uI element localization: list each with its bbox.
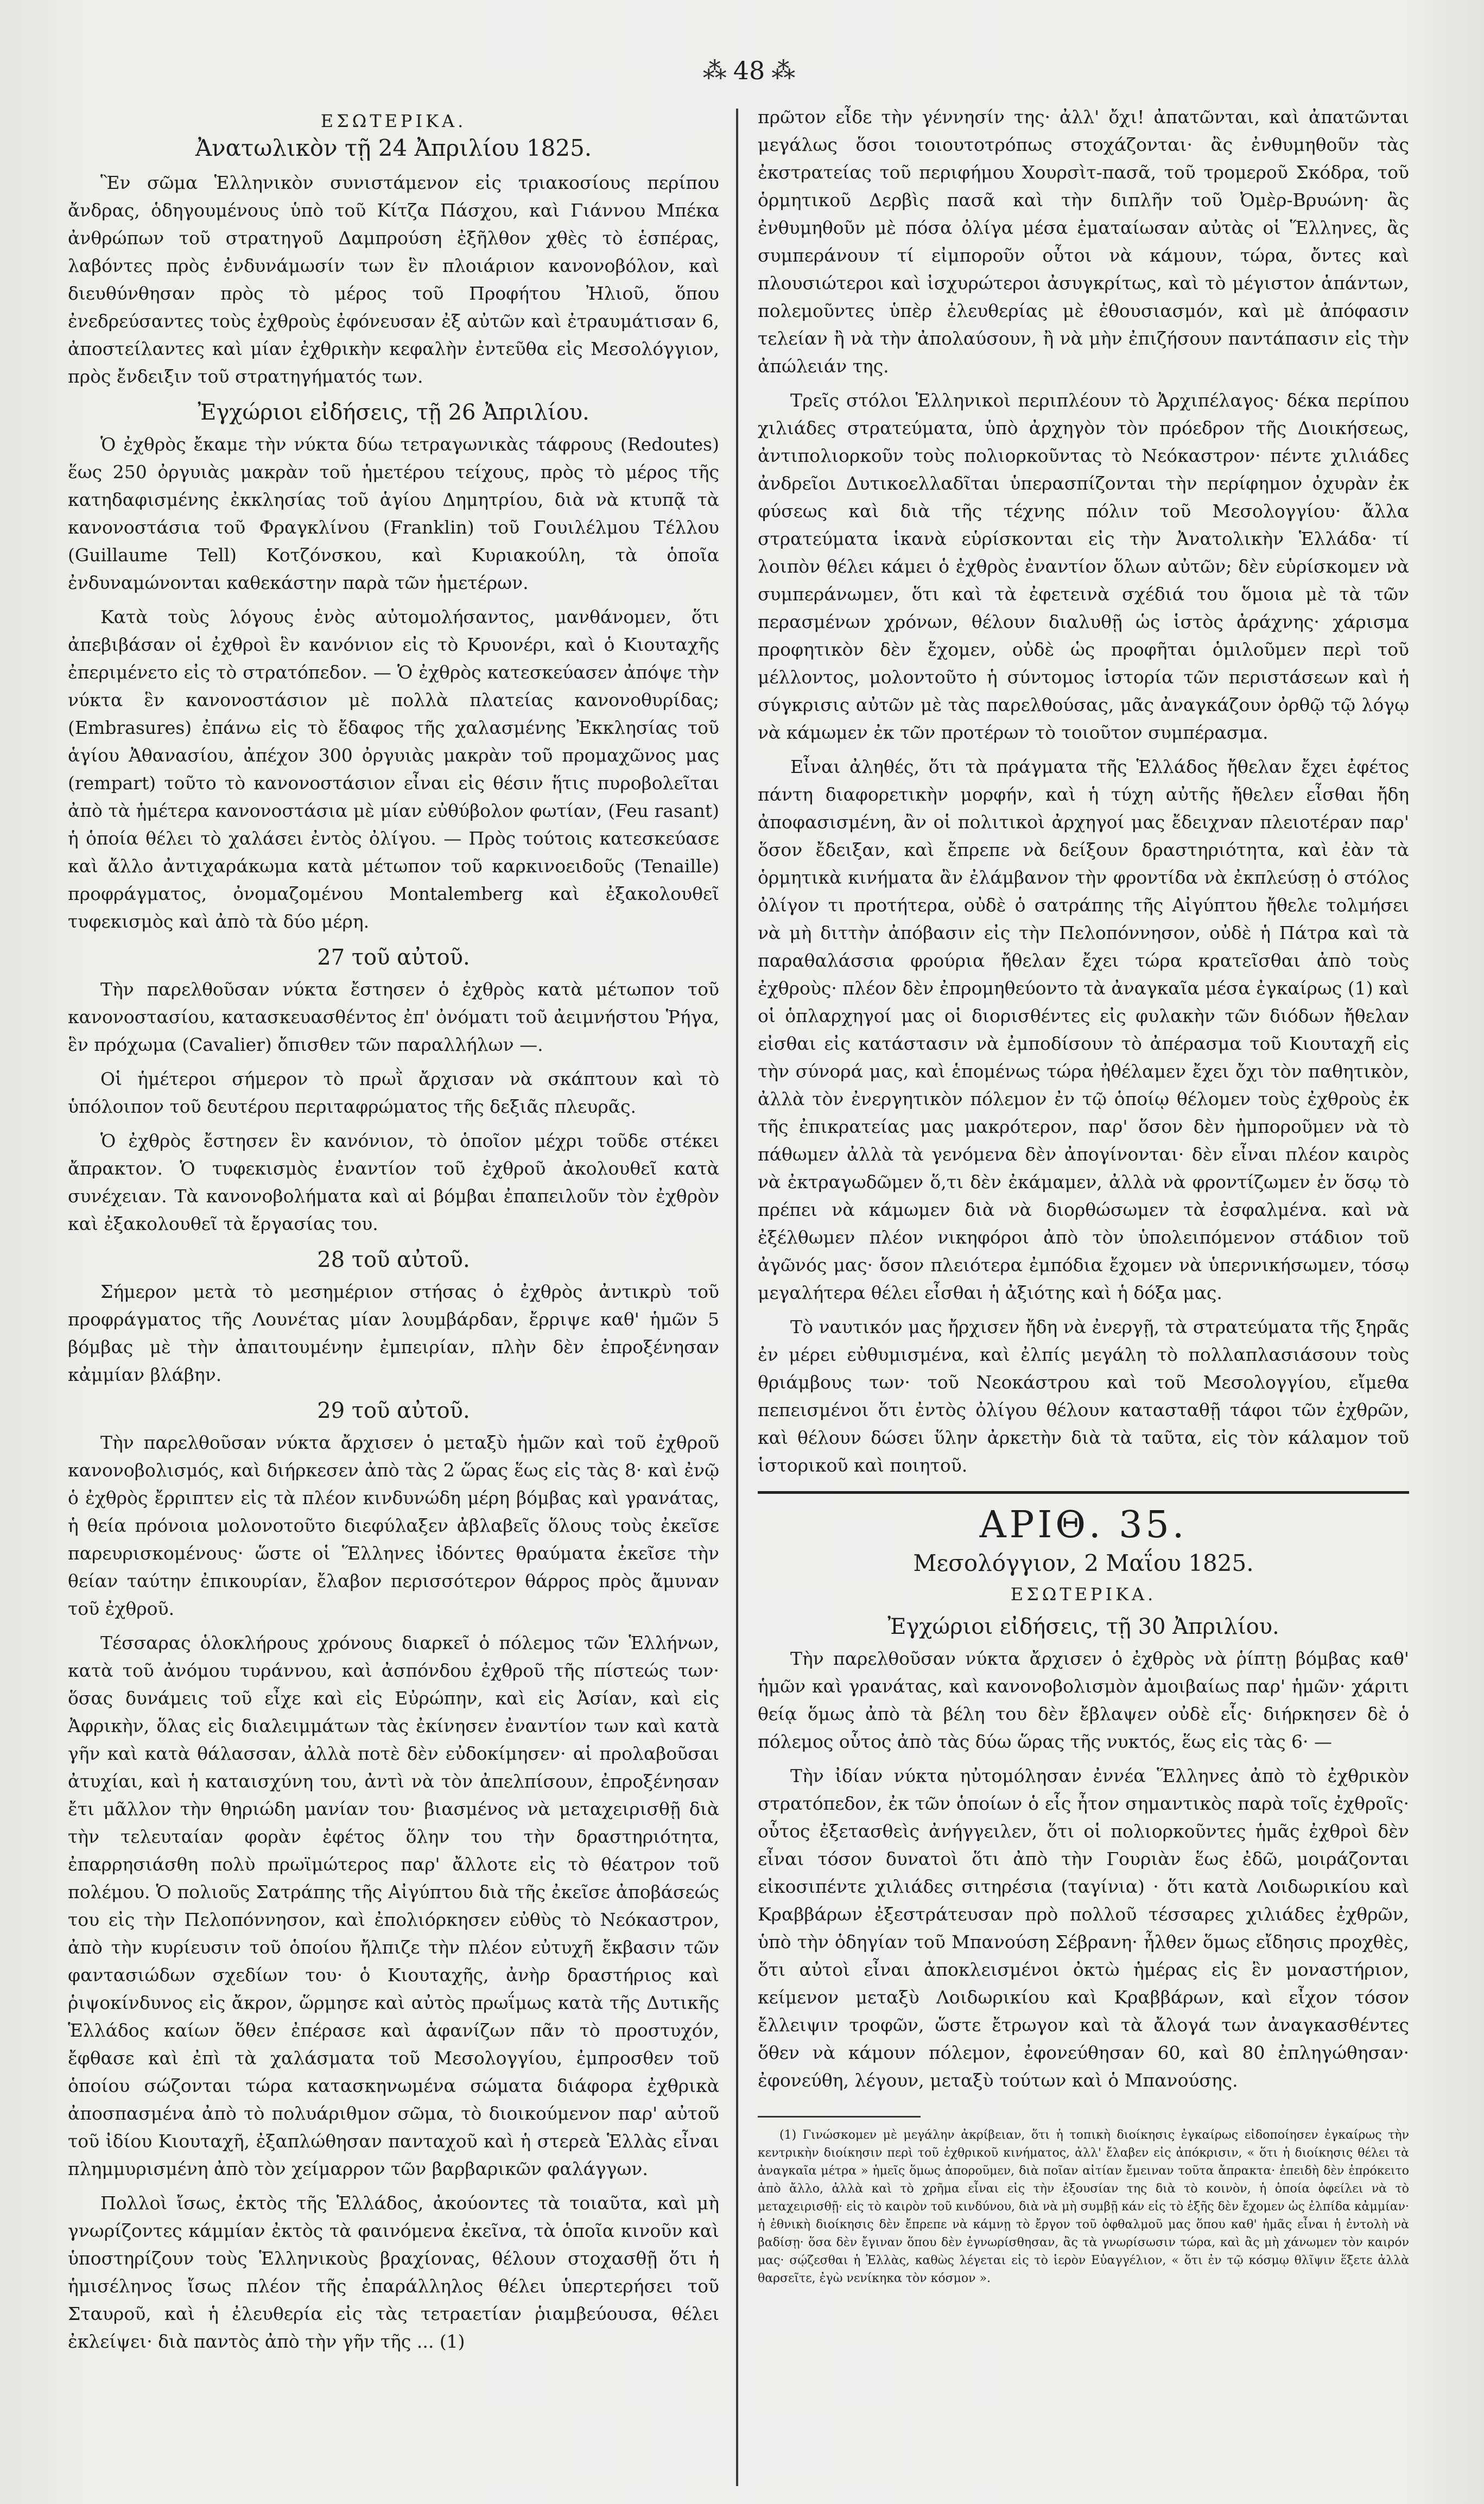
article-paragraph: Ἓν σῶμα Ἑλληνικὸν συνιστάμενον εἰς τριακοσίους περίπου ἄνδρας, ὁδηγουμένους ὑπὸ τοῦ Κίτζα Πάσχου, καὶ Γιάννου Μπέκα ἀνθρώπων τοῦ στρατηγοῦ Δαμπρούση ἐξῆλθον χθὲς τὸ ἑσπέρας, λαβόντες πρὸς ἐνδυνάμωσίν των ἓν πλοιάριον κανονοβόλον, καὶ διευθύνθησαν πρὸς τὸ μέρος τοῦ Προφήτου Ἠλιοῦ, ὅπου ἐνεδρεύσαντες τοὺς ἐχθροὺς ἐφόνευσαν ἐξ αὐτῶν καὶ ἐτραυμάτισαν 6, ἀποστείλαντες καὶ μίαν ἐχθρικὴν κεφαλὴν ἐντεῦθα εἰς Μεσολόγγιον, πρὸς ἔνδειξιν τοῦ στρατηγήματός των.	[68, 172, 719, 387]
news-subheading: 27 τοῦ αὐτοῦ.	[317, 945, 470, 970]
article-paragraph: Τὴν παρελθοῦσαν νύκτα ἄρχισεν ὁ μεταξὺ ἡμῶν καὶ τοῦ ἐχθροῦ κανονοβολισμός, καὶ διήρκεσεν ἀπὸ τὰς 2 ὥρας ἕως εἰς τὰς 8· καὶ ἐνῷ ὁ ἐχθρὸς ἔρριπτεν εἰς τὰ πλέον κινδυνώδη μέρη βόμβας καὶ γρανάτας, ἡ θεία πρόνοια μολονοτοῦτο διεφύλαξεν ἀβλαβεῖς ὅλους τοὺς ἐκεῖσε παρευρισκομένους· ὥστε οἱ Ἕλληνες ἰδόντες θραύματα ἐκεῖσε τὴν θείαν ταύτην ἐπικουρίαν, ἔλαβον περισσότερον θάρρος πρὸς ἄμυναν τοῦ ἐχθροῦ.	[68, 1432, 719, 1619]
issue-number-title: ΑΡΙΘ. 35.	[979, 1504, 1188, 1546]
ornament-right-icon: ⁂	[771, 56, 796, 85]
ornament-left-icon: ⁂	[702, 56, 727, 85]
article-paragraph: Ὁ ἐχθρὸς ἔστησεν ἓν κανόνιον, τὸ ὁποῖον μέχρι τοῦδε στέκει ἄπρακτον. Ὁ τυφεκισμὸς ἐναντίον τοῦ ἐχθροῦ ἀκολουθεῖ κατὰ συνέχειαν. Τὰ κανονοβολήματα καὶ αἱ βόμβαι ἐπαπειλοῦν τὸν ἐχθρὸν καὶ ἐξακολουθεῖ τὰ ἔργασίας του.	[68, 1130, 719, 1234]
article-paragraph: πρῶτον εἶδε τὴν γέννησίν της· ἀλλ' ὄχι! ἀπατῶνται, καὶ ἀπατῶνται μεγάλως ὅσοι τοιουτοτρόπως στοχάζονται· ἂς ἐνθυμηθοῦν τὰς ἐκστρατείας τοῦ περιφήμου Χουρσὶτ-πασᾶ, τοῦ τρομεροῦ Σκόδρα, τοῦ ὁρμητικοῦ Δερβὶς πασᾶ καὶ τὴν διπλῆν τοῦ Ὀμὲρ-Βρυώνη· ἂς ἐνθυμηθοῦν μὲ πόσα ὀλίγα μέσα ἐματαίωσαν αὐτὰς οἱ Ἕλληνες, ἂς συμπεράνουν τί εἰμποροῦν οὗτοι νὰ κάμουν, τώρα, ὄντες καὶ πλουσιώτεροι καὶ ἰσχυρώτεροι ἀσυγκρίτως, καὶ τὸ μέγιστον ἁπάντων, πολεμοῦντες ὑπὲρ ἐλευθερίας μὲ ἐθουσιασμόν, καὶ μὲ ἀπόφασιν τελείαν ἢ νὰ τὴν ἀπολαύσουν, ἢ νὰ μὴν ἐπιζήσουν παντάπασιν εἰς τὴν ἀπώλειάν της.	[758, 106, 1409, 377]
article-paragraph: Τὴν παρελθοῦσαν νύκτα ἔστησεν ὁ ἐχθρὸς κατὰ μέτωπον τοῦ κανονοστασίου, κατασκευασθέντος ἐπ' ὀνόματι τοῦ ἀειμνήστου Ῥήγα, ἓν πρόχωμα (Cavalier) ὄπισθεν τῶν παραλλήλων —.	[68, 979, 719, 1055]
section-title: ΕΣΩΤΕΡΙΚΑ.	[320, 111, 467, 131]
article-paragraph: Σήμερον μετὰ τὸ μεσημέριον στήσας ὁ ἐχθρὸς ἀντικρὺ τοῦ προφράγματος τῆς Λουνέτας μίαν λουμβάρδαν, ἔρριψε καθ' ἡμῶν 5 βόμβας μὲ τὴν ἀπαιτουμένην ἐμπειρίαν, πλὴν δὲν ἐπροξένησαν κἀμμίαν βλάβην.	[68, 1281, 719, 1385]
right-column	[758, 103, 1409, 2287]
article-paragraph: Εἶναι ἀληθές, ὅτι τὰ πράγματα τῆς Ἑλλάδος ἤθελαν ἔχει ἐφέτος πάντη διαφορετικὴν μορφήν, καὶ ἡ τύχη αὐτῆς ἤθελεν εἶσθαι ἤδη ἀποφασισμένη, ἂν οἱ πολιτικοὶ ἀρχηγοί μας ἔδειχναν πλειοτέραν παρ' ὅσον ἔδειξαν, καὶ ἔπρεπε νὰ δείξουν δραστηριότητα, καὶ ἐὰν τὰ ὁρμητικὰ κινήματα ἂν ἐλάμβανον τὴν φροντίδα νὰ ἐκπλεύσῃ ὁ στόλος ὀλίγον τι προτήτερα, οὐδὲ ὁ σατράπης τῆς Αἰγύπτου ἤθελε τολμήσει νὰ μὴ διττὴν ἀπόβασιν εἰς τὴν Πελοπόννησον, οὐδὲ ἡ Πάτρα καὶ τὰ παραθαλάσσια φρούρια ἤθελαν ἔχει τώρα κρατεῖσθαι ἀπὸ τοὺς ἐχθροὺς· πλέον δὲν ἐπρομηθεύοντο τὰ ἀναγκαῖα μέσα ἐγκαίρως (1) καὶ οἱ ὁπλαρχηγοί μας οἱ διορισθέντες εἰς φυλακὴν τῶν διόδων ἤθελαν εἰσθαι εἰς κατάστασιν νὰ ἐμποδίσουν τὸ ἀπέρασμα τοῦ Κιουταχῆ εἰς τὴν σύνορά μας, καὶ ἑπομένως τώρα ἠθέλαμεν ἔχει ὄχι τὸν παθητικὸν, ἀλλὰ τὸν ἐνεργητικὸν πόλεμον ἐν τῷ ὁποίῳ θέλομεν τοὺς ἐχθροὺς ἐκ τῆς ἐπικρατείας μας μακρότερον, παρ' ὅσον δὲν ἠμποροῦμεν νὰ τὸ πάθωμεν ἀλλὰ τὰ γενόμενα δὲν ἀπογίνονται· δὲν εἶναι πλέον καιρὸς νὰ ἐκτραγωδῶμεν ὅ,τι δὲν ἐκάμαμεν, ἀλλὰ νὰ φροντίζωμεν ἐν ὅσῳ τὸ πρέπει νὰ κάμωμεν διὰ νὰ διορθώσωμεν τὰ ἐσφαλμένα. καὶ νὰ ἐξέλθωμεν πλέον νικηφόροι ἀπὸ τὸν ὑπολειπόμενον στάδιον τοῦ ἀγῶνός μας· ὅσον πλειότερα ἐμπόδια ἔχομεν νὰ ὑπερνικήσωμεν, τόσῳ μεγαλήτερα θέλει εἶσθαι ἡ ἀξιότης καὶ ἡ δόξα μας.	[758, 756, 1409, 1303]
left-column	[68, 103, 719, 2362]
article-paragraph: Τὴν ἰδίαν νύκτα ηὐτομόλησαν ἐννέα Ἕλληνες ἀπὸ τὸ ἐχθρικὸν στρατόπεδον, ἐκ τῶν ὁποίων ὁ εἷς ἦτον σημαντικὸς παρὰ τοῖς ἐχθροῖς· οὗτος ἐξετασθεὶς ἀνήγγειλεν, ὅτι οἱ πολιορκοῦντες ἡμᾶς ἐχθροὶ δὲν εἶναι τόσον δυνατοὶ ὅτι ἀπὸ τὴν Γουριὰν ἕως ἐδῶ, μοιράζονται εἰκοσιπέντε χιλιάδες σιτηρέσια (ταγίνια) · ὅτι κατὰ Λοιδωρικίου καὶ Κραββάρων ἐξεστράτευσαν πρὸ πολλοῦ τέσσαρες χιλιάδες ἐχθρῶν, ὑπὸ τὴν ὁδηγίαν τοῦ Μπανούση Σέβρανη· ἦλθεν ὅμως εἴδησις προχθὲς, ὅτι αὐτοὶ εἶναι ἀποκλεισμένοι ὀκτὼ ἡμέρας εἰς ἓν μοναστήριον, κείμενον μεταξὺ Λοιδωρικίου καὶ Κραββάρων, καὶ εἶχον τόσον ἔλλειψιν τροφῶν, ὥστε ἔτρωγον καὶ τὰ ἄλογά των ἀναγκασθέντες ὅθεν νὰ κάμουν πόλεμον, ἐφονεύθησαν 60, καὶ 80 ἐπληγώθησαν· ἐφονεύθη, λέγουν, μεταξὺ τούτων καὶ ὁ Μπανούσης.	[758, 1765, 1409, 2091]
page-number: 48	[733, 56, 765, 85]
news-subheading: Ἐγχώριοι εἰδήσεις, τῇ 26 Ἀπριλίου.	[198, 400, 589, 425]
footnote-rule	[758, 2116, 921, 2118]
section-rule	[758, 1491, 1409, 1494]
column-divider	[736, 109, 738, 2486]
footnote-marker: (1)	[439, 2331, 465, 2352]
article-paragraph: Κατὰ τοὺς λόγους ἑνὸς αὐτομολήσαντος, μανθάνομεν, ὅτι ἀπεβιβάσαν οἱ ἐχθροὶ ἓν κανόνιον εἰς τὸ Κρυονέρι, καὶ ὁ Κιουταχῆς ἐπεριμένετο εἰς τὸ στρατόπεδον. — Ὁ ἐχθρὸς κατεσκεύασεν ἀπόψε τὴν νύκτα ἓν κανονοστάσιον μὲ πολλὰ πλατείας κανονοθυρίδας; (Embrasures) ἐπάνω εἰς τὸ ἔδαφος τῆς χαλασμένης Ἐκκλησίας τοῦ ἁγίου Ἀθανασίου, ἀπέχον 300 ὀργυιὰς μακρὰν τοῦ προμαχῶνος μας (rempart) τοῦτο τὸ κανονοστάσιον εἶναι εἰς θέσιν ἥτις πυροβολεῖται ἀπὸ τὰ ἡμέτερα κανονοστάσια μὲ μίαν εὐθύβολον φωτίαν, (Feu rasant) ἡ ὁποία θέλει τὸ χαλάσει ἐντὸς ὀλίγου. — Πρὸς τούτοις κατεσκεύασε καὶ ἄλλο ἀντιχαράκωμα κατὰ μέτωπον τοῦ καρκινοειδοῦς (Tenaille) προφράγματος, ὀνομαζομένου Montalemberg καὶ ἐξακολουθεῖ τυφεκισμὸς καὶ ἀπὸ τὰ δύο μέρη.	[68, 606, 719, 932]
page-header	[651, 52, 847, 90]
article-paragraph: Οἱ ἡμέτεροι σήμερον τὸ πρωῒ ἄρχισαν νὰ σκάπτουν καὶ τὸ ὑπόλοιπον τοῦ δευτέρου περιταφρώματος τῆς δεξιᾶς πλευρᾶς.	[68, 1068, 719, 1117]
news-subheading: 28 τοῦ αὐτοῦ.	[317, 1247, 470, 1272]
article-paragraph: Τέσσαρας ὁλοκλήρους χρόνους διαρκεῖ ὁ πόλεμος τῶν Ἑλλήνων, κατὰ τοῦ ἀνόμου τυράννου, καὶ ἀσπόνδου ἐχθροῦ τῆς πίστεώς των· ὅσας δυνάμεις τοῦ εἶχε καὶ εἰς Εὐρώπην, καὶ εἰς Ἀσίαν, καὶ εἰς Ἀφρικὴν, ὅλας εἰς διαλειμμάτων τὰς ἐκίνησεν ἐναντίον των καὶ κατὰ γῆν καὶ κατὰ θάλασσαν, ἀλλὰ ποτὲ δὲν εὐδοκίμησεν· αἱ προλαβοῦσαι ἀτυχίαι, καὶ ἡ καταισχύνη του, ἀντὶ νὰ τὸν ἀπελπίσουν, ἐπροξένησαν ἔτι μᾶλλον τὴν θηριώδη μανίαν του· βιασμένος νὰ μεταχειρισθῇ διὰ τὴν τελευταίαν φορὰν ἐφέτος ὅλην του τὴν δραστηριότητα, ἐπαρρησιάσθη πολὺ πρωϊμώτερος παρ' ἄλλοτε εἰς τὸ θέατρον τοῦ πολέμου. Ὁ πολιοῦς Σατράπης τῆς Αἰγύπτου διὰ τῆς ἐκεῖσε ἀποβάσεώς του εἰς τὴν Πελοπόννησον, καὶ ἐπολιόρκησεν εὐθὺς τὸ Νεόκαστρον, ἀπὸ τὴν κυρίευσιν τοῦ ὁποίου ἤλπιζε τὴν πλέον εὐτυχῆ ἔκβασιν τῶν φαντασιώδων σχεδίων του· ὁ Κιουταχῆς, ἀνὴρ δραστήριος καὶ ῥιψοκίνδυνος εἰς ἄκρον, ὥρμησε καὶ αὐτὸς πρωΐμως κατὰ τῆς Δυτικῆς Ἑλλάδος καίων ὅθεν ἐπέρασε καὶ ἀφανίζων πᾶν τὸ προστυχόν, ἔφθασε καὶ ἐπὶ τὰ χαλάσματα τοῦ Μεσολογγίου, ἐμπροσθεν τοῦ ὁποίου σώζονται τώρα κατασκηνωμένα σώματα διάφορα ἐχθρικὰ ἀποσπασμένα ἀπὸ τὸ πολυάριθμον σῶμα, τὸ διοικούμενον παρ' αὐτοῦ τοῦ ἰδίου Κιουταχῆ, ἐξαπλώθησαν πανταχοῦ καὶ ἡ στερεὰ Ἑλλὰς εἶναι πλημμυρισμένη ἀπὸ τὸν χείμαρρον τῶν βαρβαρικῶν φαλάγγων.	[68, 1632, 719, 2179]
article-paragraph: Ὁ ἐχθρὸς ἔκαμε τὴν νύκτα δύω τετραγωνικὰς τάφρους (Redoutes) ἕως 250 ὀργυιὰς μακρὰν τοῦ ἡμετέρου τείχους, πρὸς τὸ μέρος τῆς κατηδαφισμένης ἐκκλησίας τοῦ ἁγίου Δημητρίου, διὰ νὰ κτυπᾷ τὰ κανονοστάσια τοῦ Φραγκλίνου (Franklin) τοῦ Γουιλέλμου Τέλλου (Guillaume Tell) Κοτζόνσκου, καὶ Κυριακούλη, τὰ ὁποῖα ἐνδυναμώνονται καθεκάστην παρὰ τῶν ἡμετέρων.	[68, 434, 719, 593]
news-subheading: 29 τοῦ αὐτοῦ.	[317, 1398, 470, 1423]
article-paragraph: Τρεῖς στόλοι Ἑλληνικοὶ περιπλέουν τὸ Ἀρχιπέλαγος· δέκα περίπου χιλιάδες στρατεύματα, ὑπὸ ἀρχηγὸν τὸν πρόεδρον τῆς Διοικήσεως, ἀντιπολιορκοῦν τοὺς πολιορκοῦντας τὸ Νεόκαστρον· πέντε χιλιάδες ἀνδρεῖοι Δυτικοελλαδῖται ὑπερασπίζονται τὴν περίφημον ὀχυρὰν ἐκ φύσεως καὶ διὰ τῆς τέχνης πόλιν τοῦ Μεσολογγίου· ἄλλα στρατεύματα ἱκανὰ εὑρίσκονται εἰς τὴν Ἀνατολικὴν Ἑλλάδα· τί λοιπὸν θέλει κάμει ὁ ἐχθρὸς ἐναντίον ὅλων αὐτῶν; δὲν εὑρίσκομεν νὰ συμπεράνωμεν, ὅτι καὶ τὰ ἐφετεινὰ σχέδιά του ὅμοια μὲ τὰ τῶν περασμένων χρόνων, θέλουν διαλυθῇ ὡς ἱστὸς ἀράχνης· χάρισμα προφητικὸν δὲν ἔχομεν, οὐδὲ ὡς προφῆται ὁμιλοῦμεν περὶ τοῦ μέλλοντος, μολοντοῦτο ἡ σύντομος ἱστορία τῶν περιστάσεων καὶ ἡ σύγκρισις αὐτῶν μὲ τὰς παρελθούσας, μᾶς ἀναγκάζουν ὀρθῷ τῷ λόγῳ νὰ κάμωμεν ἐκ τῶν προτέρων τὸ τοιοῦτον συμπέρασμα.	[758, 390, 1409, 743]
section-title: ΕΣΩΤΕΡΙΚΑ.	[1010, 1584, 1157, 1605]
news-subheading: Ἐγχώριοι εἰδήσεις, τῇ 30 Ἀπριλίου.	[887, 1614, 1279, 1639]
article-paragraph: Τὸ ναυτικόν μας ἤρχισεν ἤδη νὰ ἐνεργῇ, τὰ στρατεύματα τῆς ξηρᾶς ἐν μέρει εὐθυμισμένα, καὶ ἐλπίς μεγάλη τὸ πολλαπλασιάσουν τοὺς θριάμβους των· τοῦ Νεοκάστρου καὶ τοῦ Μεσολογγίου, εἴμεθα πεπεισμένοι ὅτι ἐντὸς ὀλίγου θέλουν κατασταθῇ τάφοι τῶν ἐχθρῶν, καὶ θέλουν δώσει ὕλην ἀρκετὴν διὰ τὰ ταῦτα, εἰς τὸν κάλαμον τοῦ ἱστορικοῦ καὶ ποιητοῦ.	[758, 1316, 1409, 1476]
dateline: Ἀνατωλικὸν τῇ 24 Ἀπριλίου 1825.	[195, 135, 592, 161]
article-paragraph: Τὴν παρελθοῦσαν νύκτα ἄρχισεν ὁ ἐχθρὸς νὰ ῥίπτῃ βόμβας καθ' ἡμῶν καὶ γρανάτας, καὶ κανονοβολισμὸν ἀμοιβαίως παρ' ἡμῶν· χάριτι θείᾳ ὅμως ἀπὸ τὰ βέλη του δὲν ἔβλαψεν οὐδὲ εἷς· διήρκησεν δὲ ὁ πόλεμος οὗτος ἀπὸ τὰς δύω ὥρας τῆς νυκτός, ἕως εἰς τὰς 6· —	[758, 1648, 1409, 1752]
article-paragraph	[68, 2189, 719, 2355]
article-paragraph-text: Πολλοὶ ἴσως, ἐκτὸς τῆς Ἑλλάδος, ἀκούοντες τὰ τοιαῦτα, καὶ μὴ γνωρίζοντες κάμμίαν ἐκτὸς τὰ φαινόμενα ἐκεῖνα, τὰ ὁποῖα κινοῦν καὶ ὑποστηρίζουν τοὺς Ἑλληνικοὺς βραχίονας, θέλουν στοχασθῇ ὅτι ἡ ἡμισέληνος ἴσως πλέον τῆς ἐπαράλληλος θέλει ὑπερτερήσει τοῦ Σταυροῦ, καὶ ἡ ἐλευθερία εἰς τὰς τετραετίαν ῥιαμβεύουσα, θέλει ἐκλείψει· διὰ παντὸς ἀπὸ τὴν γῆν τῆς ...	[68, 2192, 719, 2352]
issue-dateline: Μεσολόγγιον, 2 Μαΐου 1825.	[913, 1550, 1254, 1576]
footnote: (1) Γινώσκομεν μὲ μεγάλην ἀκρίβειαν, ὅτι ἡ τοπικὴ διοίκησις ἐγκαίρως εἰδοποίησεν ἐγκαίρως τὴν κεντρικὴν διοίκησιν περὶ τοῦ ἐχθρικοῦ κινήματος, ἀλλ' ἔλαβεν εἰς ἀπόκρισιν, « ὅτι ἡ διοίκησις θέλει τὰ ἀναγκαῖα μέτρα » ἡμεῖς ὅμως ἀποροῦμεν, διὰ ποῖαν αἰτίαν ἔμειναν τοῦτα ἄπρακτα· ἐπειδὴ δὲν ἐπρόκειτο ἀπὸ ἄλλο, ἀλλὰ καὶ τὸ χρῆμα εἶναι εἰς τὴν ἐξουσίαν της διὰ τὸ κοινὸν, ἡ ὁποία ὀφείλει νὰ τὸ μεταχειρισθῇ· εἰς τὸ καιρὸν τοῦ κινδύνου, διὰ νὰ μὴ συμβῇ κάν εἰς τὸ ἑξῆς δὲν ἔχομεν ὡς ἐλπίδα κἀμμίαν· ἡ ἐθνικὴ διοίκησις δὲν ἔπρεπε νὰ κάμνῃ τὸ ἔργον τοῦ ὀφθαλμοῦ μας ὅπου καθ' ἡμᾶς εἶναι ἡ ἐντολὴ νὰ βαδίσῃ· ὅσα δὲν ἔγιναν ὅπου δὲν ἐγνωρίσθησαν, ἂς τὰ γνωρίσωσιν τώρα, καὶ ἂς μὴ χάνωμεν τὸν καιρόν μας· σῴζεσθαι ἡ Ἑλλὰς, καθὼς λέγεται εἰς τὸ ἱερὸν Εὐαγγέλιον, « ὅτι ἐν τῷ κόσμῳ θλῖψιν ἕξετε ἀλλὰ θαρσεῖτε, ἐγὼ νενίκηκα τὸν κόσμον ».	[758, 2128, 1409, 2285]
